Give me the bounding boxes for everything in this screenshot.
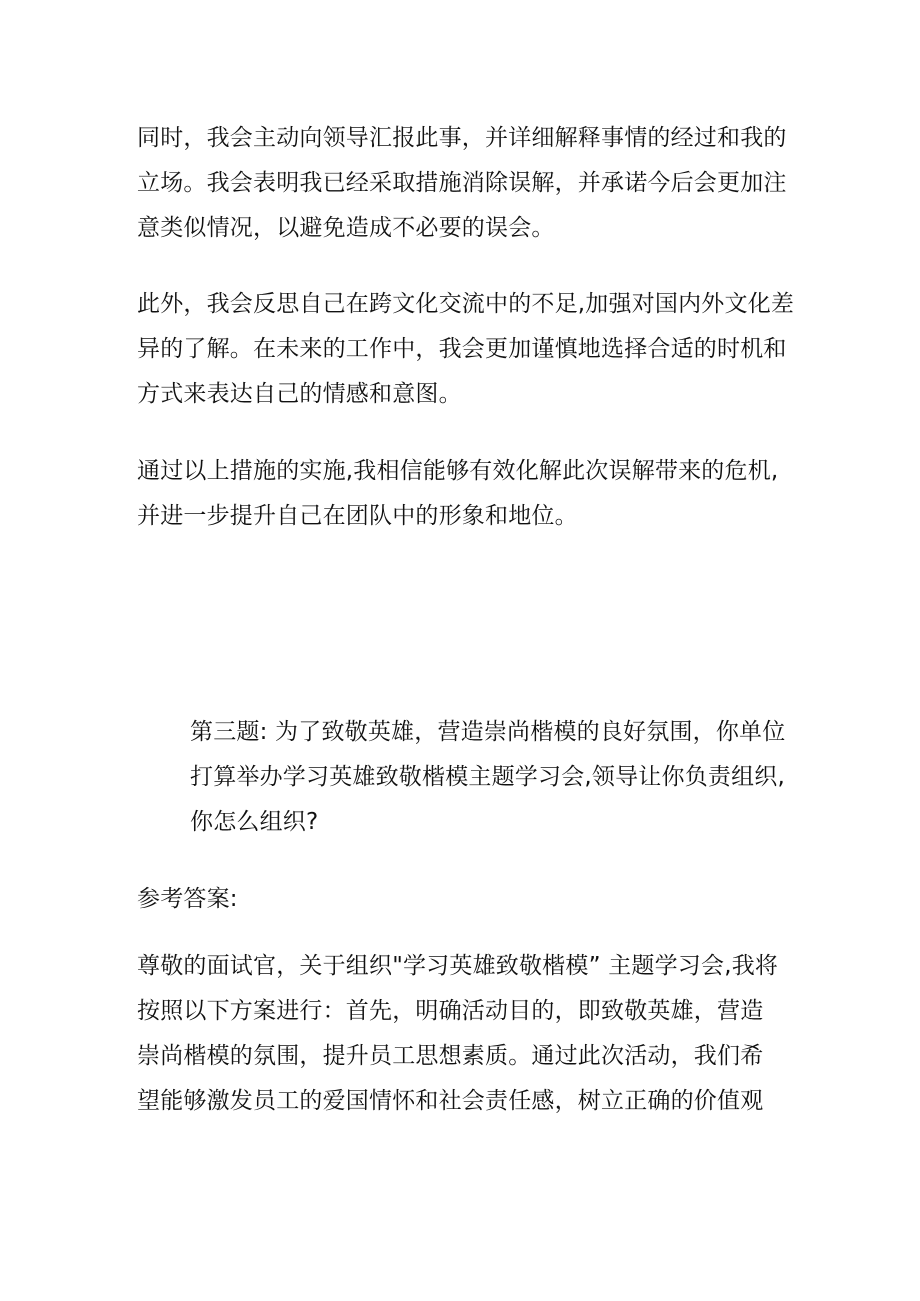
- text-line: 同时，我会主动向领导汇报此事，并详细解释事情的经过和我的: [137, 125, 787, 151]
- question-three: [190, 710, 800, 845]
- text-line: 立场。我会表明我已经采取措施消除误解，并承诺今后会更加注: [137, 170, 787, 196]
- text-line: 你怎么组织?: [190, 809, 319, 835]
- text-line: 方式来表达自己的情感和意图。: [137, 381, 462, 407]
- text-line: 通过以上措施的实施,我相信能够有效化解此次误解带来的危机,: [137, 458, 779, 484]
- answer-label: [137, 877, 797, 922]
- paragraph-reflection: [137, 282, 797, 417]
- text-line: 异的了解。在未来的工作中，我会更加谨慎地选择合适的时机和: [137, 336, 787, 362]
- answer-paragraph: [137, 944, 797, 1124]
- text-line: 此外，我会反思自己在跨文化交流中的不足,加强对国内外文化差: [137, 291, 795, 317]
- text-line: 并进一步提升自己在团队中的形象和地位。: [137, 503, 578, 529]
- text-line: 第三题: 为了致敬英雄，营造崇尚楷模的良好氛围，你单位: [190, 719, 786, 745]
- text-line: 尊敬的面试官，关于组织"学习英雄致敬楷模” 主题学习会,我将: [137, 953, 779, 979]
- text-line: 望能够激发员工的爱国情怀和社会责任感，树立正确的价值观: [137, 1088, 764, 1114]
- text-line: 参考答案:: [137, 886, 238, 912]
- text-line: 崇尚楷模的氛围，提升员工思想素质。通过此次活动，我们希: [137, 1043, 764, 1069]
- text-line: 打算举办学习英雄致敬楷模主题学习会,领导让你负责组织,: [190, 764, 786, 790]
- text-line: 意类似情况，以避免造成不必要的误会。: [137, 215, 555, 241]
- paragraph-conclusion: [137, 449, 797, 539]
- paragraph-report-to-leader: [137, 116, 797, 251]
- text-line: 按照以下方案进行：首先，明确活动目的，即致敬英雄，营造: [137, 998, 764, 1024]
